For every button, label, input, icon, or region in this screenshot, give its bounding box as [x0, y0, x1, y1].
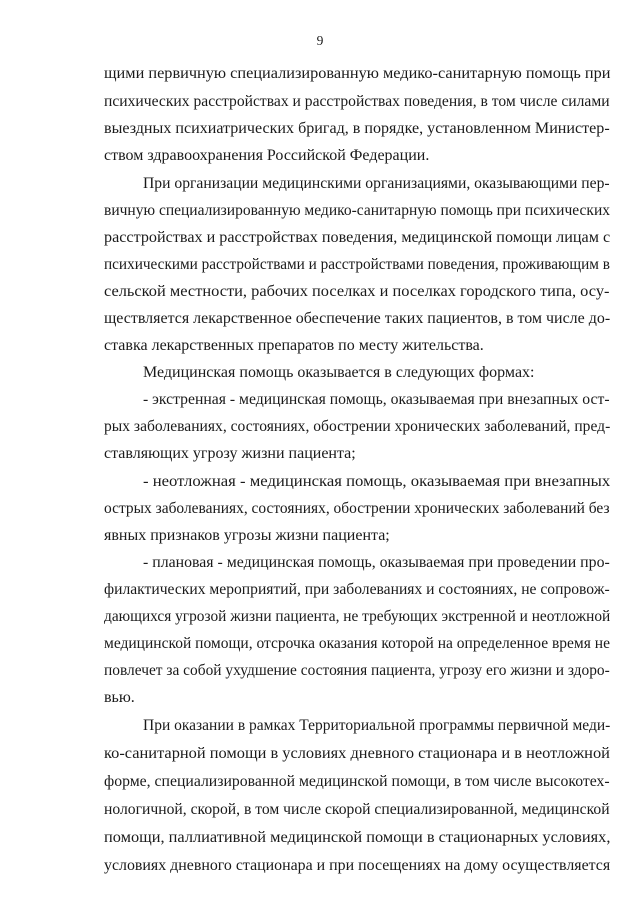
text-line: медицинской помощи, отсрочка оказания которой на определенное время не [104, 635, 610, 652]
text-line: нологичной, скорой, в том числе скорой специализированной, медицинской [104, 801, 610, 818]
list-item: - неотложная - медицинская помощь, оказываемая при внезапных [143, 473, 611, 490]
list-item: - экстренная - медицинская помощь, оказываемая при внезапных ост- [143, 391, 610, 408]
list-item: - плановая - медицинская помощь, оказываемая при проведении про- [143, 554, 610, 571]
text-line: форме, специализированной медицинской помощи, в том числе высокотех- [104, 773, 610, 790]
page-number: 9 [316, 33, 324, 48]
text-line: сельской местности, рабочих поселках и поселках городского типа, осу- [104, 283, 610, 300]
text-line: явных признаков угрозы жизни пациента; [104, 527, 390, 544]
text-line: филактических мероприятий, при заболеваниях и состояниях, не сопровож- [104, 581, 610, 598]
text-line: выездных психиатрических бригад, в порядке, установленном Министер- [104, 120, 610, 137]
text-line: повлечет за собой ухудшение состояния пациента, угрозу его жизни и здоро- [104, 662, 610, 679]
text-line: рых заболеваниях, состояниях, обострении хронических заболеваний, пред- [104, 418, 611, 435]
text-line: ществляется лекарственное обеспечение таких пациентов, в том числе до- [104, 310, 611, 327]
text-line: При оказании в рамках Территориальной программы первичной меди- [143, 717, 611, 734]
text-line: вичную специализированную медико-санитарную помощь при психических [104, 202, 610, 219]
text-line: расстройствах и расстройствах поведения, медицинской помощи лицам с [104, 229, 611, 246]
text-line: помощи, паллиативной медицинской помощи в стационарных условиях, [104, 829, 611, 846]
text-line: психическими расстройствами и расстройствами поведения, проживающим в [104, 256, 610, 273]
text-line: острых заболеваниях, состояниях, обострении хронических заболеваний без [104, 500, 610, 517]
text-line: вью. [104, 689, 135, 706]
text-line: ством здравоохранения Российской Федерации. [104, 147, 430, 164]
text-line: условиях дневного стационара и при посещениях на дому осуществляется [104, 857, 611, 874]
text-line: щими первичную специализированную медико-санитарную помощь при [104, 65, 611, 82]
text-line: ставляющих угрозу жизни пациента; [104, 445, 356, 462]
text-line: психических расстройствах и расстройствах поведения, в том числе силами [104, 93, 610, 110]
text-line: Медицинская помощь оказывается в следующих формах: [143, 364, 535, 381]
text-line: ставка лекарственных препаратов по месту жительства. [104, 337, 484, 354]
text-line: дающихся угрозой жизни пациента, не требующих экстренной и неотложной [104, 608, 611, 625]
text-line: ко-санитарной помощи в условиях дневного стационара и в неотложной [104, 745, 610, 762]
text-line: При организации медицинскими организациями, оказывающими пер- [143, 175, 610, 192]
